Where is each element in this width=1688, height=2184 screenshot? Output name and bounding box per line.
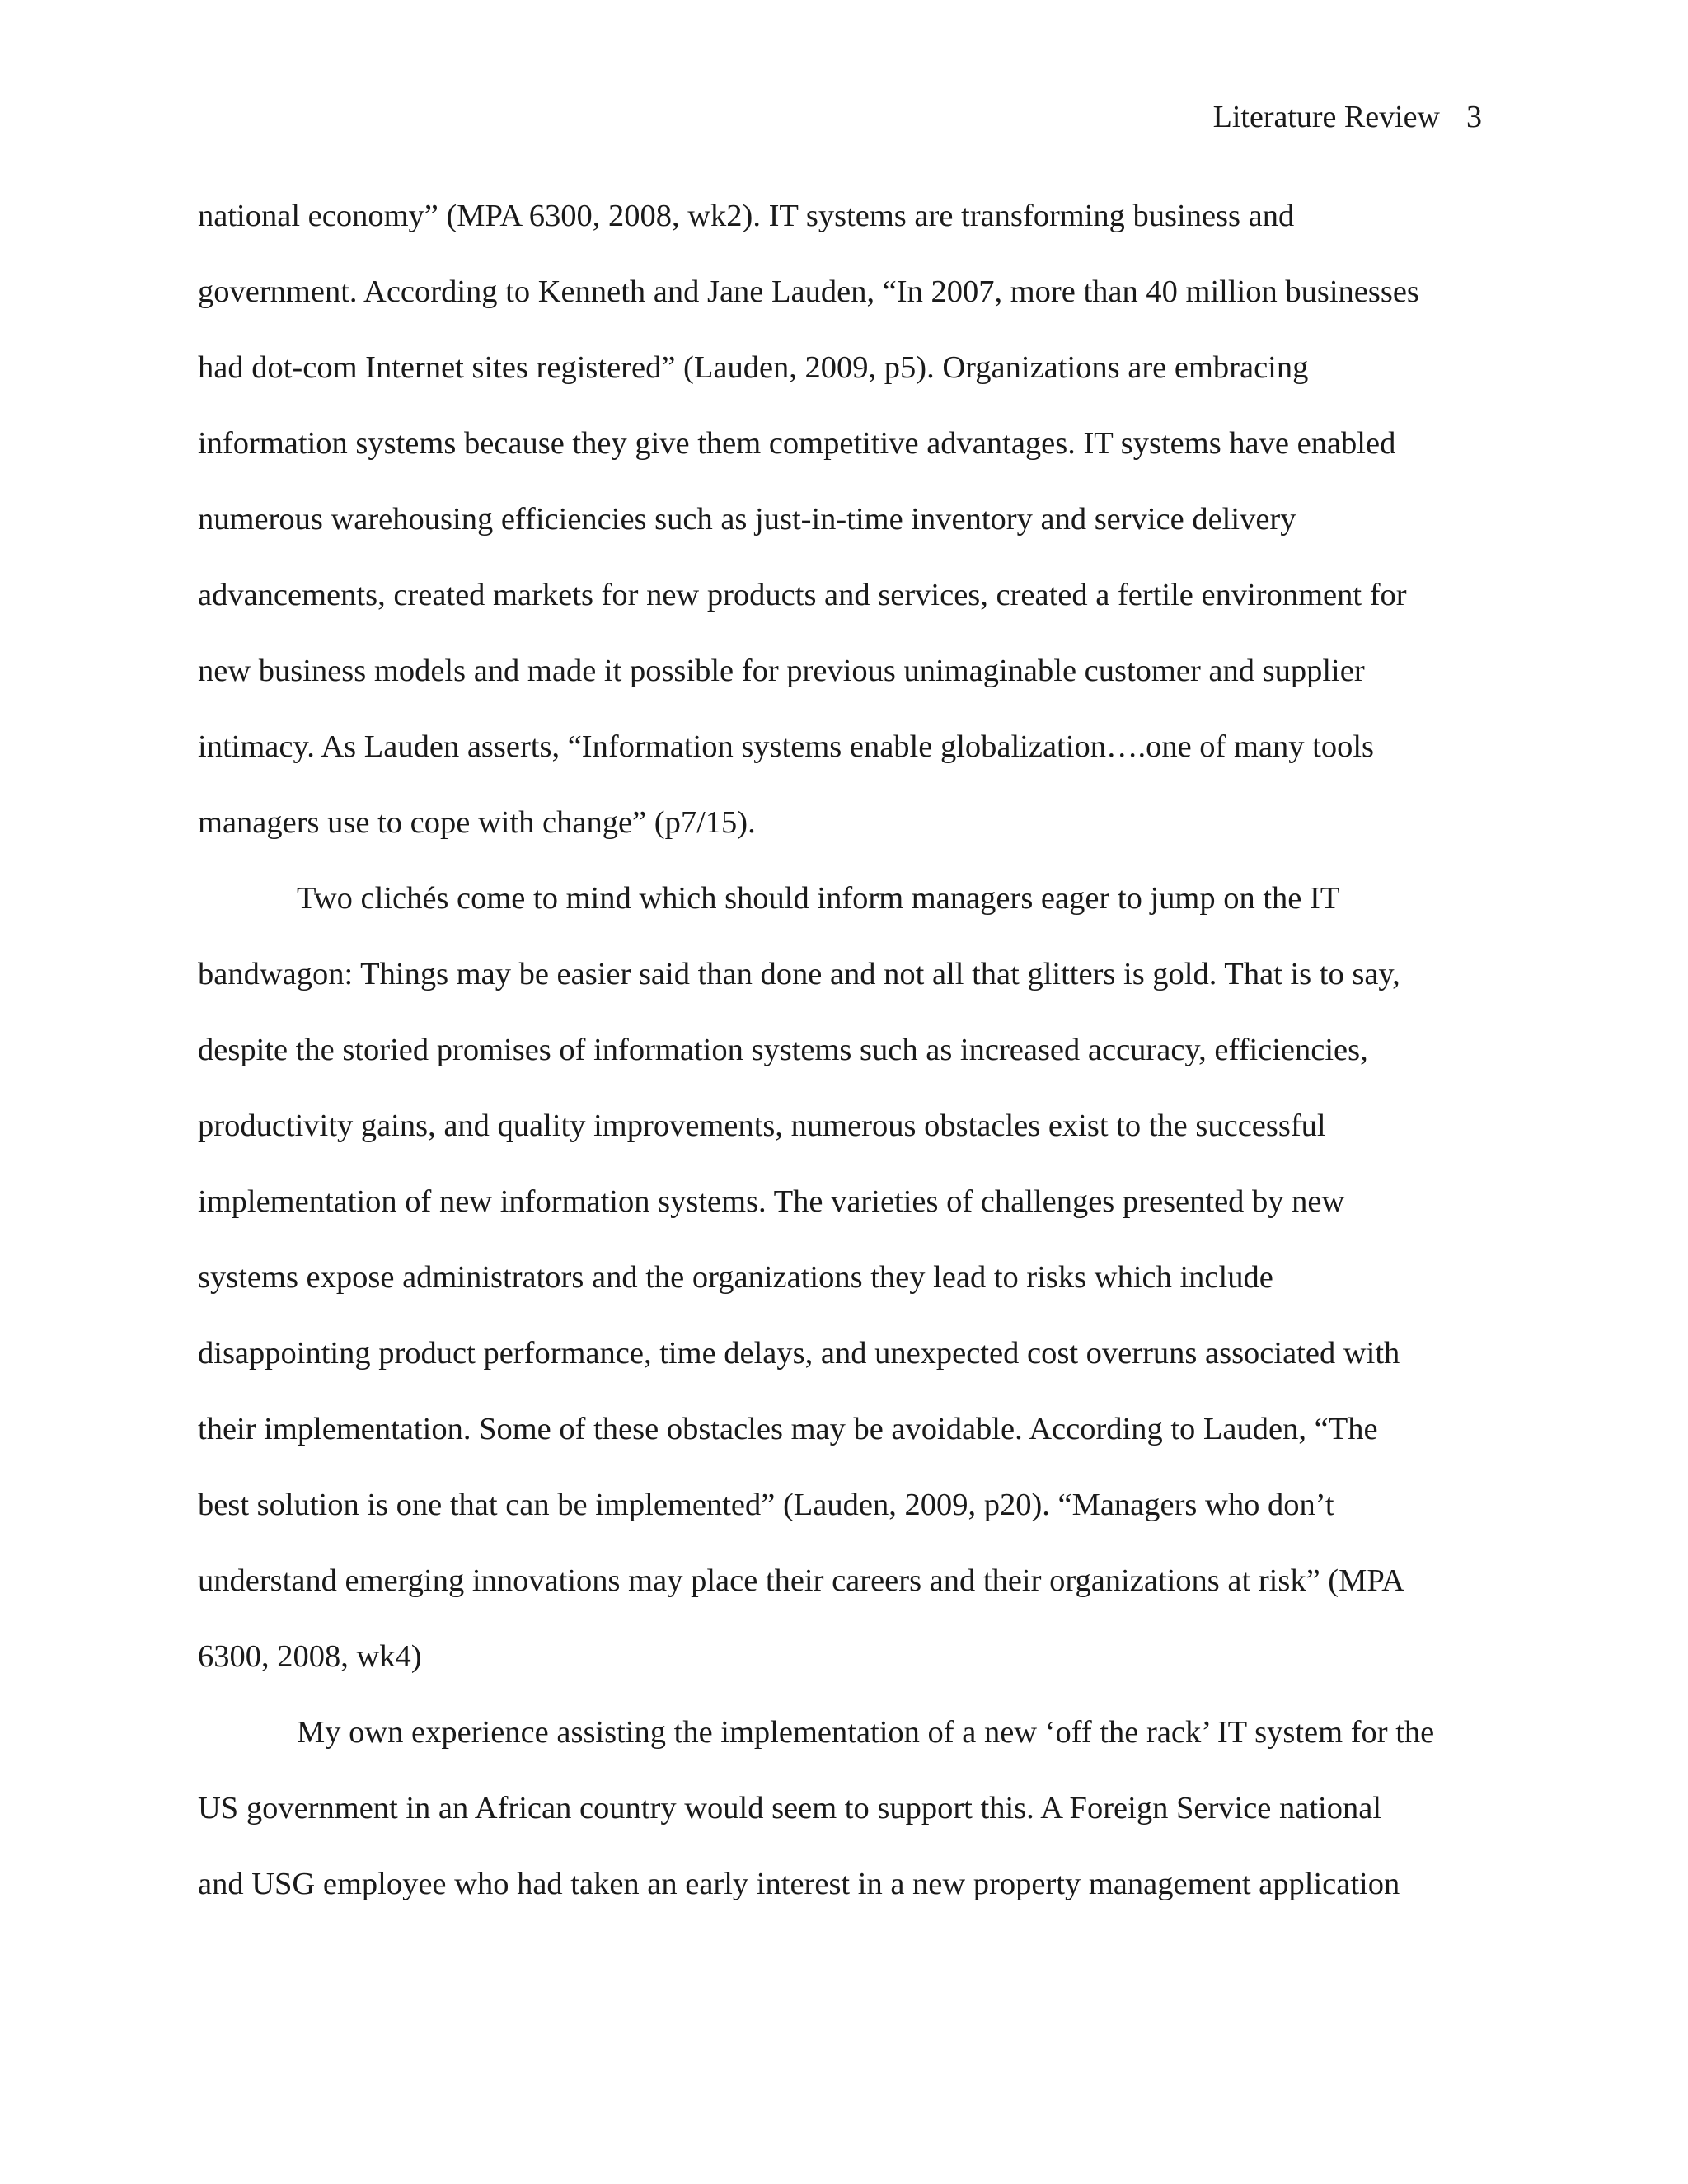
text-line: 6300, 2008, wk4) xyxy=(198,1639,422,1674)
text-line: implementation of new information systems. The varieties of challenges presented by new xyxy=(198,1184,1345,1219)
text-line: new business models and made it possible for previous unimaginable customer and supplier xyxy=(198,654,1365,688)
page-number: 3 xyxy=(1466,100,1482,134)
text-line: best solution is one that can be implemented” (Lauden, 2009, p20). “Managers who don’t xyxy=(198,1488,1334,1522)
text-line: bandwagon: Things may be easier said than done and not all that glitters is gold. That is to say, xyxy=(198,957,1400,991)
text-line: government. According to Kenneth and Jane Lauden, “In 2007, more than 40 million businesses xyxy=(198,274,1419,309)
text-line: understand emerging innovations may place their careers and their organizations at risk” (MPA xyxy=(198,1563,1405,1598)
text-line: managers use to cope with change” (p7/15). xyxy=(198,805,756,840)
text-line: advancements, created markets for new products and services, created a fertile environment for xyxy=(198,578,1407,612)
text-line: numerous warehousing efficiencies such as just-in-time inventory and service delivery xyxy=(198,502,1296,537)
text-line: intimacy. As Lauden asserts, “Information systems enable globalization….one of many tools xyxy=(198,729,1375,764)
body-text xyxy=(198,196,1500,1940)
text-line: US government in an African country would seem to support this. A Foreign Service national xyxy=(198,1791,1382,1825)
running-title: Literature Review xyxy=(1212,100,1440,134)
text-line: disappointing product performance, time delays, and unexpected cost overruns associated with xyxy=(198,1336,1400,1371)
text-line: productivity gains, and quality improvements, numerous obstacles exist to the successful xyxy=(198,1108,1326,1143)
text-line: had dot-com Internet sites registered” (Lauden, 2009, p5). Organizations are embracing xyxy=(198,350,1309,385)
paragraph-first-line: My own experience assisting the implementation of a new ‘off the rack’ IT system for the xyxy=(297,1715,1435,1750)
text-line: despite the storied promises of information systems such as increased accuracy, efficiencies, xyxy=(198,1033,1368,1067)
text-line: their implementation. Some of these obstacles may be avoidable. According to Lauden, “The xyxy=(198,1412,1378,1446)
text-line: systems expose administrators and the organizations they lead to risks which include xyxy=(198,1260,1273,1295)
text-line: national economy” (MPA 6300, 2008, wk2). IT systems are transforming business and xyxy=(198,199,1295,233)
running-head xyxy=(1213,97,1482,137)
text-line: information systems because they give them competitive advantages. IT systems have enabled xyxy=(198,426,1396,461)
text-line: and USG employee who had taken an early interest in a new property management application xyxy=(198,1867,1400,1901)
paragraph-first-line: Two clichés come to mind which should inform managers eager to jump on the IT xyxy=(297,881,1340,916)
